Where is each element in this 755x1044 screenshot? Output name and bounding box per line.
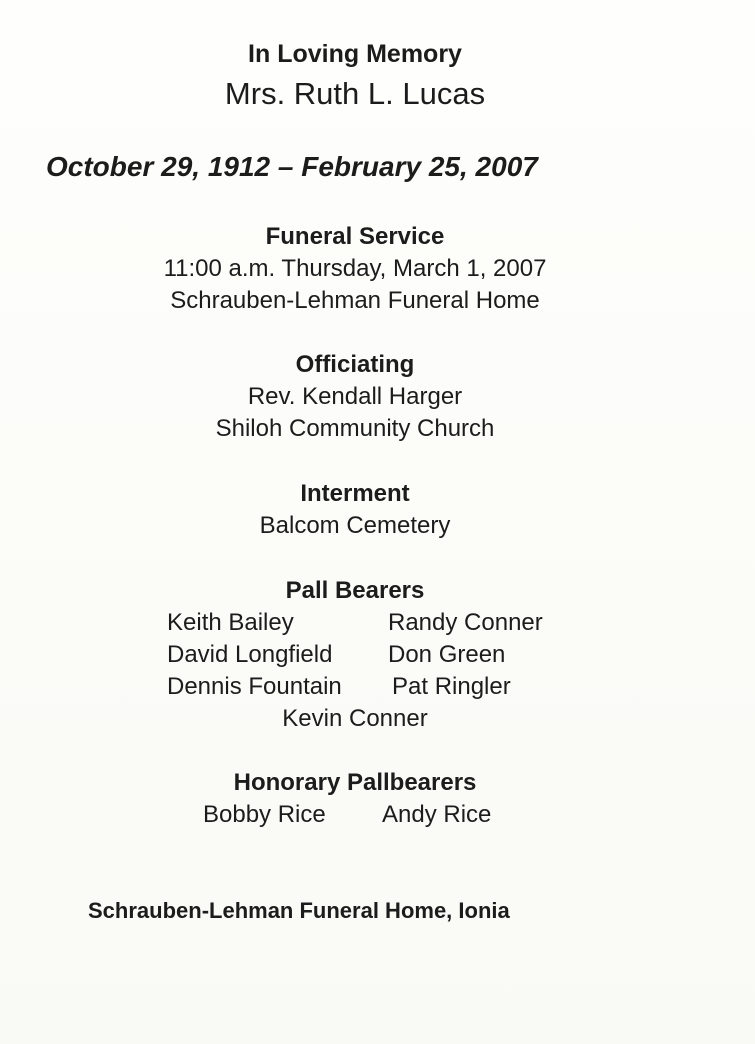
pall-bearers-heading: Pall Bearers [285,577,425,604]
funeral-home-footer: Schrauben-Lehman Funeral Home, Ionia [88,898,510,923]
funeral-service-heading: Funeral Service [265,223,445,250]
pall-bearer-name: Randy Conner [388,609,543,636]
honorary-pallbearers-heading: Honorary Pallbearers [233,769,477,796]
officiating-minister: Rev. Kendall Harger [247,383,463,410]
memory-heading: In Loving Memory [248,40,462,68]
pall-bearer-name: Dennis Fountain [167,673,342,700]
deceased-name: Mrs. Ruth L. Lucas [224,76,486,111]
pall-bearer-name: David Longfield [167,641,333,668]
interment-place: Balcom Cemetery [259,512,451,539]
honorary-pallbearer-name: Bobby Rice [203,801,326,828]
life-dates: October 29, 1912 – February 25, 2007 [46,151,538,182]
funeral-service-time: 11:00 a.m. Thursday, March 1, 2007 [163,255,547,282]
funeral-service-location: Schrauben-Lehman Funeral Home [170,287,540,314]
interment-heading: Interment [300,480,410,507]
officiating-heading: Officiating [295,351,415,378]
pall-bearer-name: Pat Ringler [392,673,511,700]
pall-bearer-name: Keith Bailey [167,609,294,636]
officiating-church: Shiloh Community Church [215,415,495,442]
pall-bearer-name: Don Green [388,641,506,668]
pall-bearer-name: Kevin Conner [282,705,428,732]
honorary-pallbearer-name: Andy Rice [382,801,492,828]
